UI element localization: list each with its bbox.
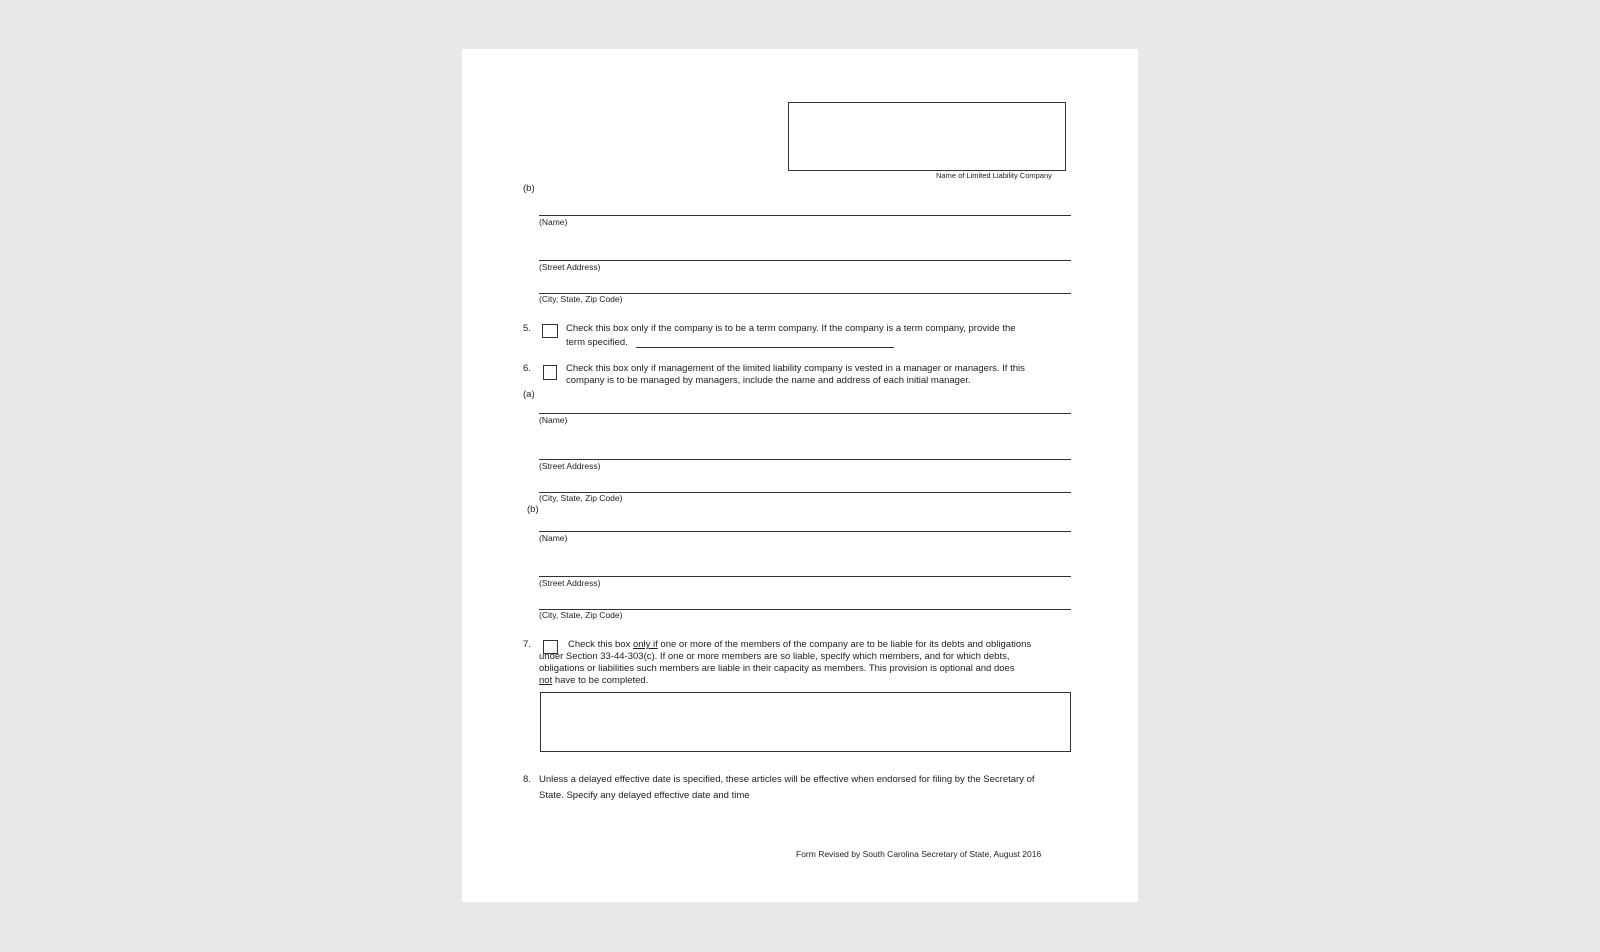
item5-number: 5. xyxy=(523,323,531,334)
form-revision-footer: Form Revised by South Carolina Secretary of State, August 2016 xyxy=(796,849,1042,859)
item7-text-line2: under Section 33-44-303(c). If one or more members are so liable, specify which members, and for which debts, xyxy=(539,651,1010,662)
item6-b-label: (b) xyxy=(527,504,539,515)
document-page xyxy=(462,49,1138,902)
item6-b-street-line[interactable] xyxy=(539,576,1071,577)
name-caption: (Name) xyxy=(539,217,568,227)
llc-name-caption: Name of Limited Liability Company xyxy=(936,171,1052,180)
item6-b-name-caption: (Name) xyxy=(539,533,568,543)
city-caption: (City, State, Zip Code) xyxy=(539,294,623,304)
item7-text-not: not xyxy=(539,675,553,686)
item6-number: 6. xyxy=(523,363,531,374)
item6-checkbox[interactable] xyxy=(543,365,557,380)
llc-name-box[interactable] xyxy=(788,102,1066,171)
item5-checkbox[interactable] xyxy=(542,324,558,338)
item6-a-name-caption: (Name) xyxy=(539,415,568,425)
name-line[interactable] xyxy=(539,215,1071,216)
street-caption: (Street Address) xyxy=(539,262,601,272)
item6-text: Check this box only if management of the limited liability company is vested in a manager or managers. If this company is to be managed by managers, include the name and address of each initial manager. xyxy=(566,363,1025,386)
item7-text-line3: obligations or liabilities such members are liable in their capacity as members. This provision is optional and does xyxy=(539,663,1015,674)
item5-text-line2: term specified. xyxy=(566,337,628,348)
item8-text-line2: State. Specify any delayed effective date and time xyxy=(539,790,750,801)
item7-text-line4 xyxy=(539,675,648,687)
item6-a-city-caption: (City, State, Zip Code) xyxy=(539,493,623,503)
section-b-label: (b) xyxy=(523,183,535,194)
item7-text-lead: Check this box xyxy=(568,639,631,650)
item7-response-box[interactable] xyxy=(540,692,1071,752)
item6-a-name-line[interactable] xyxy=(539,413,1071,414)
street-line[interactable] xyxy=(539,260,1071,261)
item7-number: 7. xyxy=(523,639,531,650)
item6-a-street-caption: (Street Address) xyxy=(539,461,601,471)
item7-text-line4-rest: have to be completed. xyxy=(554,675,649,686)
item6-b-name-line[interactable] xyxy=(539,531,1071,532)
item6-b-street-caption: (Street Address) xyxy=(539,578,601,588)
item8-text-line1: Unless a delayed effective date is specified, these articles will be effective when endorsed for filing by the Secretary of xyxy=(539,774,1035,785)
item7-text-rest: one or more of the members of the company are to be liable for its debts and obligations xyxy=(660,639,1032,650)
item6-b-city-caption: (City, State, Zip Code) xyxy=(539,610,623,620)
item6-a-street-line[interactable] xyxy=(539,459,1071,460)
term-specified-line[interactable] xyxy=(636,347,894,348)
item6-a-label: (a) xyxy=(523,389,535,400)
item7-text-line1 xyxy=(568,639,1031,651)
item8-number: 8. xyxy=(523,774,531,785)
item7-text-only-if: only if xyxy=(632,639,658,650)
item5-text-line1: Check this box only if the company is to be a term company. If the company is a term company, provide the xyxy=(566,323,1016,334)
